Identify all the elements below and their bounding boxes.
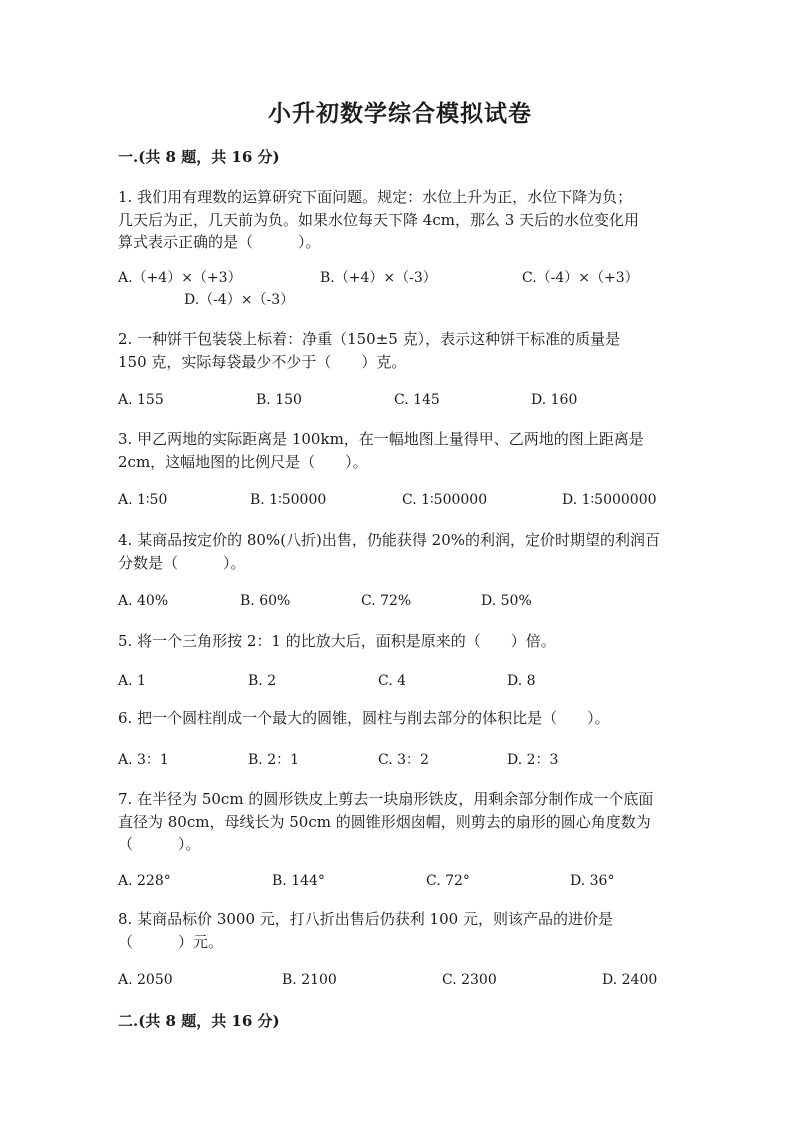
question-3-option-b: B. 1∶50000 — [250, 492, 327, 508]
question-4-option-b: B. 60% — [240, 593, 291, 609]
question-1-option-d: D.（-4）×（-3） — [184, 292, 295, 308]
question-5-option-b: B. 2 — [248, 673, 277, 689]
question-6-option-d: D. 2：3 — [507, 752, 559, 768]
question-1-stem — [118, 186, 688, 254]
question-4-option-c: C. 72% — [361, 593, 412, 609]
question-5-option-c: C. 4 — [378, 673, 407, 689]
question-1-option-a: A.（+4）×（+3） — [118, 270, 242, 286]
question-8-option-c: C. 2300 — [442, 972, 497, 988]
question-3-option-a: A. 1∶50 — [118, 492, 168, 508]
question-3-option-d: D. 1∶5000000 — [562, 492, 657, 508]
question-1-line: 几天后为正，几天前为负。如果水位每天下降 4cm，那么 3 天后的水位变化用 — [118, 210, 640, 229]
question-7-line: （ ）。 — [118, 835, 201, 853]
question-2-option-b: B. 150 — [256, 392, 302, 408]
question-1-option-b: B.（+4）×（-3） — [320, 270, 437, 286]
question-8-option-b: B. 2100 — [282, 972, 337, 988]
question-2-option-a: A. 155 — [118, 392, 164, 408]
question-7-option-d: D. 36° — [570, 873, 615, 889]
question-4-stem — [118, 529, 688, 574]
question-7-option-a: A. 228° — [118, 873, 171, 889]
question-6-line: 6. 把一个圆柱削成一个最大的圆锥，圆柱与削去部分的体积比是（ ）。 — [118, 709, 610, 727]
question-2-option-d: D. 160 — [531, 392, 578, 408]
question-7-option-b: B. 144° — [272, 873, 325, 889]
question-1-line: 1. 我们用有理数的运算研究下面问题。规定：水位上升为正，水位下降为负； — [118, 188, 633, 206]
question-8-stem — [118, 908, 688, 953]
section-heading-1: 一.(共 8 题，共 16 分) — [118, 148, 280, 166]
question-3-option-c: C. 1∶500000 — [402, 492, 488, 508]
question-6-option-c: C. 3：2 — [378, 752, 429, 768]
question-7-line: 直径为 80cm，母线长为 50cm 的圆锥形烟囱帽，则剪去的扇形的圆心角度数为 — [118, 812, 651, 831]
question-5-option-a: A. 1 — [118, 673, 146, 689]
question-7-stem — [118, 788, 688, 856]
question-8-line: 8. 某商品标价 3000 元，打八折出售后仍获利 100 元，则该产品的进价是 — [118, 910, 613, 928]
question-7-option-c: C. 72° — [426, 873, 470, 889]
question-2-line: 2. 一种饼干包装袋上标着：净重（150±5 克），表示这种饼干标准的质量是 — [118, 330, 621, 348]
question-3-line: 3. 甲乙两地的实际距离是 100km，在一幅地图上量得甲、乙两地的图上距离是 — [118, 430, 644, 448]
question-6-stem — [118, 707, 688, 730]
question-3-stem — [118, 428, 688, 473]
question-6-option-b: B. 2：1 — [248, 752, 300, 768]
question-5-option-d: D. 8 — [507, 673, 536, 689]
question-1-option-c: C.（-4）×（+3） — [522, 270, 639, 286]
question-4-line: 分数是（ ）。 — [118, 553, 246, 572]
question-8-option-d: D. 2400 — [602, 972, 658, 988]
question-3-line: 2cm，这幅地图的比例尺是（ ）。 — [118, 452, 368, 471]
question-5-line: 5. 将一个三角形按 2：1 的比放大后，面积是原来的（ ）倍。 — [118, 632, 556, 650]
question-2-line: 150 克，实际每袋最少不少于（ ）克。 — [118, 352, 407, 371]
question-2-stem — [118, 328, 688, 373]
question-8-line: （ ）元。 — [118, 932, 224, 951]
question-4-option-a: A. 40% — [118, 593, 169, 609]
question-7-line: 7. 在半径为 50cm 的圆形铁皮上剪去一块扇形铁皮，用剩余部分制作成一个底面 — [118, 790, 654, 808]
question-4-option-d: D. 50% — [481, 593, 532, 609]
page-title: 小升初数学综合模拟试卷 — [268, 100, 532, 127]
section-heading-2: 二.(共 8 题，共 16 分) — [118, 1012, 280, 1030]
question-8-option-a: A. 2050 — [118, 972, 173, 988]
question-4-line: 4. 某商品按定价的 80%(八折)出售，仍能获得 20%的利润，定价时期望的利润百 — [118, 531, 661, 549]
question-2-option-c: C. 145 — [394, 392, 440, 408]
question-6-option-a: A. 3：1 — [118, 752, 169, 768]
question-5-stem — [118, 630, 688, 653]
question-1-line: 算式表示正确的是（ ）。 — [118, 233, 321, 251]
